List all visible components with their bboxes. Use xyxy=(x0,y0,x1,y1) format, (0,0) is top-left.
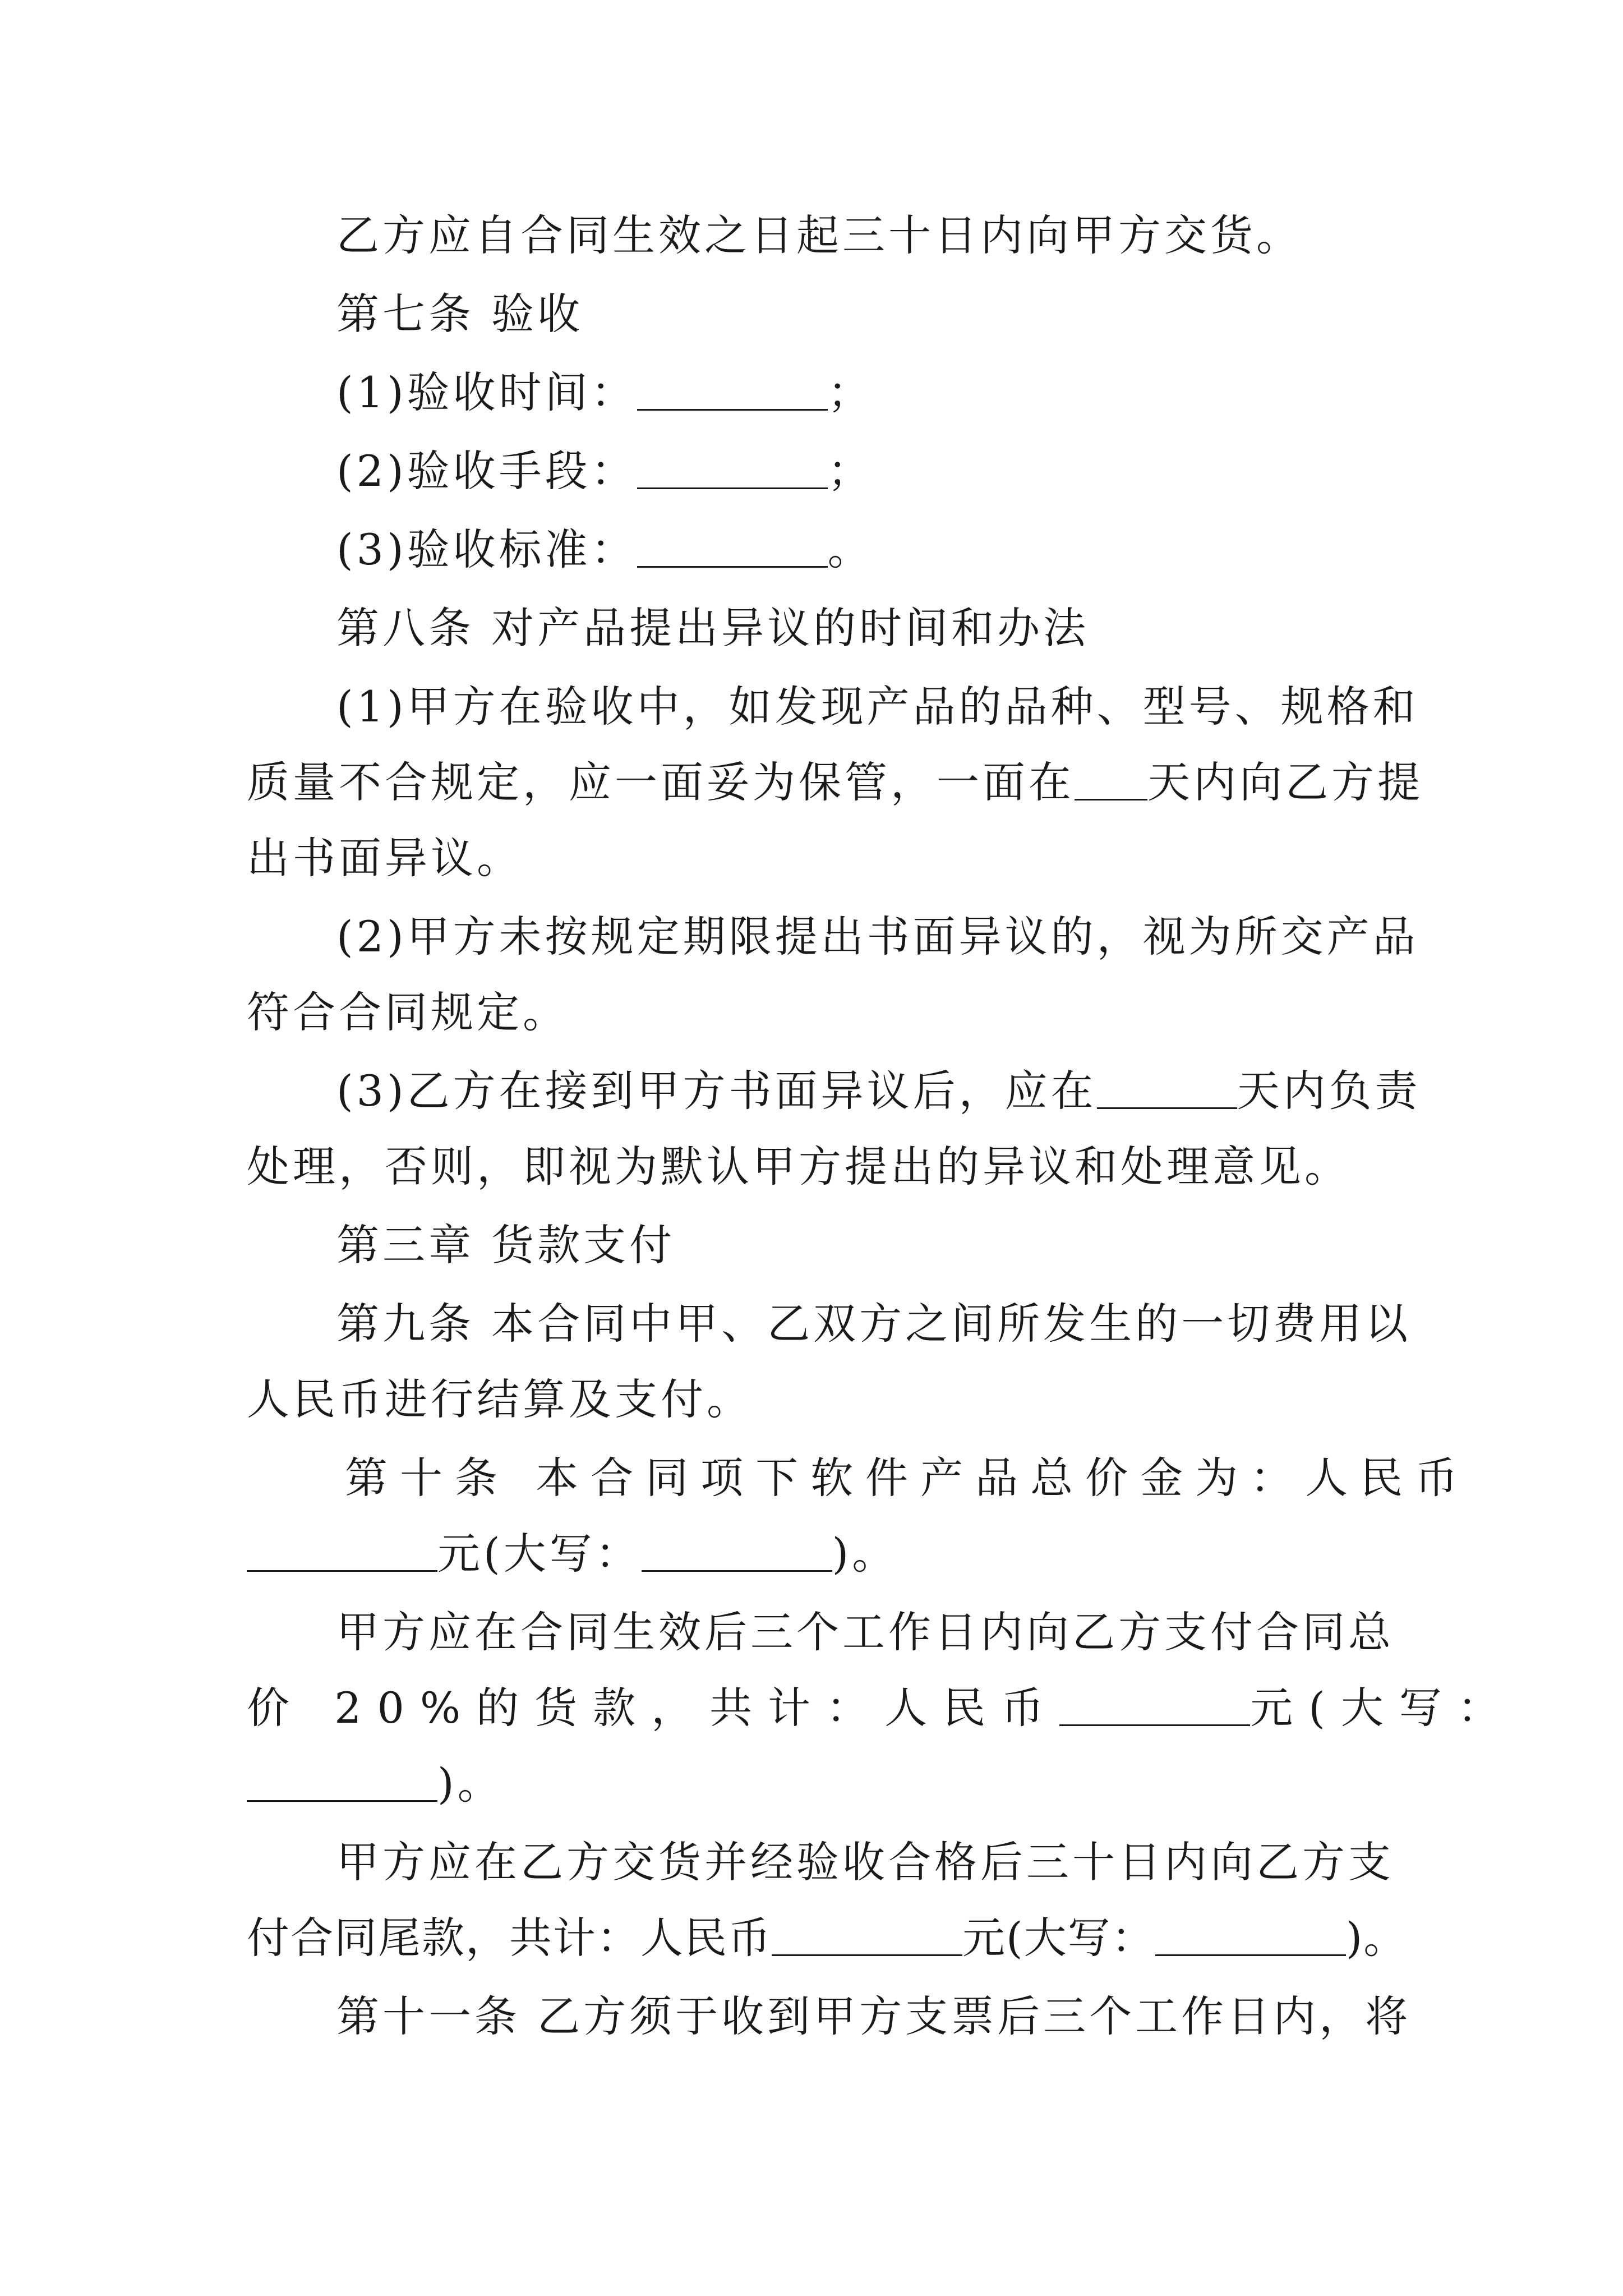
paragraph-line xyxy=(247,1756,504,1812)
paragraph-line xyxy=(247,1372,753,1428)
text: 甲方应在乙方交货并经验收合格后三十日内向乙方支 xyxy=(336,1837,1394,1887)
text: 元(大写： xyxy=(1250,1683,1516,1733)
text: )。 xyxy=(1345,1913,1408,1963)
text: 第三章 货款支付 xyxy=(336,1220,676,1270)
text: 付合同尾款，共计：人民币 xyxy=(247,1913,772,1963)
text: 出书面异议。 xyxy=(247,833,523,883)
blank-field xyxy=(1097,1068,1237,1109)
blank-field xyxy=(1155,1915,1346,1956)
text: 符合合同规定。 xyxy=(247,987,569,1037)
paragraph-delivery xyxy=(336,208,1302,264)
text: ； xyxy=(827,446,874,496)
blank-field xyxy=(642,1531,832,1572)
paragraph-line xyxy=(247,1910,1407,1966)
text: (3)乙方在接到甲方书面异议后，应在 xyxy=(336,1066,1097,1116)
text: 。 xyxy=(827,524,874,574)
text: 质量不合规定，应一面妥为保管，一面在 xyxy=(247,757,1075,807)
text: (1)甲方在验收中，如发现产品的品种、型号、规格和 xyxy=(336,682,1419,731)
text: (1)验收时间： xyxy=(336,367,637,417)
text: 甲方应在合同生效后三个工作日内向乙方支付合同总 xyxy=(336,1607,1394,1657)
text: ； xyxy=(827,367,874,417)
inspection-method-item xyxy=(336,443,874,499)
text: 天内向乙方提 xyxy=(1147,757,1423,807)
paragraph-line xyxy=(336,1604,1394,1660)
blank-field xyxy=(1059,1685,1250,1726)
blank-field xyxy=(247,1761,437,1802)
paragraph-line xyxy=(247,830,523,886)
blank-field xyxy=(772,1915,962,1956)
paragraph-line xyxy=(336,909,1419,965)
blank-field xyxy=(637,370,828,411)
text: (2)验收手段： xyxy=(336,446,637,496)
text: 价 20%的货款，共计：人民币 xyxy=(247,1683,1060,1733)
article-8-heading xyxy=(336,600,1089,656)
text: 人民币进行结算及支付。 xyxy=(247,1374,753,1424)
paragraph-line xyxy=(336,1063,1421,1119)
paragraph-line xyxy=(247,1526,898,1582)
blank-field xyxy=(247,1531,437,1572)
text: 元(大写： xyxy=(437,1529,642,1579)
chapter-3-heading xyxy=(336,1217,675,1273)
text: )。 xyxy=(832,1529,898,1579)
paragraph-line xyxy=(247,1680,1516,1736)
paragraph-line xyxy=(336,1989,1411,2045)
paragraph-line xyxy=(345,1450,1470,1506)
paragraph-line xyxy=(247,984,569,1041)
text: (3)验收标准： xyxy=(336,524,637,574)
text: 第九条 本合同中甲、乙双方之间所发生的一切费用以 xyxy=(336,1299,1412,1349)
text: (2)甲方未按规定期限提出书面异议的，视为所交产品 xyxy=(336,912,1419,961)
text: 乙方应自合同生效之日起三十日内向甲方交货。 xyxy=(336,210,1302,260)
paragraph-line xyxy=(336,1296,1411,1352)
text: 元(大写： xyxy=(962,1913,1155,1963)
inspection-standard-item xyxy=(336,522,874,578)
text: 第十条 本合同项下软件产品总价金为：人民币 xyxy=(345,1453,1470,1503)
paragraph-line xyxy=(247,754,1423,811)
text: )。 xyxy=(437,1759,504,1809)
paragraph-line xyxy=(247,1139,1350,1195)
article-7-heading xyxy=(336,286,583,342)
blank-field xyxy=(637,527,828,568)
paragraph-line xyxy=(336,1834,1394,1890)
text: 天内负责 xyxy=(1237,1066,1421,1116)
text: 第十一条 乙方须于收到甲方支票后三个工作日内，将 xyxy=(336,1991,1412,2041)
text: 第八条 对产品提出异议的时间和办法 xyxy=(336,603,1090,653)
text: 处理，否则，即视为默认甲方提出的异议和处理意见。 xyxy=(247,1142,1350,1191)
paragraph-line xyxy=(336,679,1419,735)
blank-field xyxy=(637,448,828,489)
blank-field xyxy=(1075,760,1147,800)
text: 第七条 验收 xyxy=(336,289,584,339)
inspection-time-item xyxy=(336,365,874,421)
